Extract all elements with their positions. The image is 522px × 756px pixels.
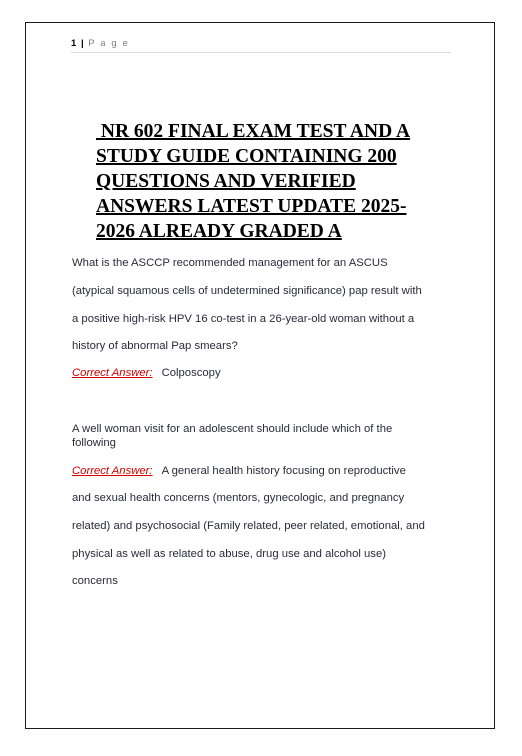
question-1-line: (atypical squamous cells of undetermined significance) pap result with bbox=[72, 285, 422, 297]
title-line: ANSWERS LATEST UPDATE 2025- bbox=[96, 196, 407, 217]
question-1-line: a positive high-risk HPV 16 co-test in a 26-year-old woman without a bbox=[72, 313, 415, 325]
page-separator: | bbox=[80, 38, 84, 49]
question-2-line: A well woman visit for an adolescent should include which of the bbox=[72, 423, 393, 435]
answer-2-line: concerns bbox=[72, 575, 118, 587]
answer-text: Colposcopy bbox=[161, 367, 221, 379]
question-2-line: following bbox=[72, 437, 116, 449]
answer-text: A general health history focusing on reproductive bbox=[161, 465, 406, 477]
answer-2-line: physical as well as related to abuse, drug use and alcohol use) bbox=[72, 548, 386, 560]
page-label: P a g e bbox=[88, 38, 130, 49]
title-line: 2026 ALREADY GRADED A bbox=[96, 221, 342, 242]
page-header bbox=[71, 38, 451, 53]
question-1-line: history of abnormal Pap smears? bbox=[72, 340, 238, 352]
title-line: QUESTIONS AND VERIFIED bbox=[96, 171, 356, 192]
answer-2-line: and sexual health concerns (mentors, gynecologic, and pregnancy bbox=[72, 492, 405, 504]
answer-2-line: related) and psychosocial (Family related, peer related, emotional, and bbox=[72, 520, 425, 532]
correct-answer-label: Correct Answer: bbox=[72, 465, 153, 477]
document-title bbox=[96, 119, 436, 244]
question-1-line: What is the ASCCP recommended management for an ASCUS bbox=[72, 257, 388, 269]
answer-1 bbox=[72, 367, 221, 379]
correct-answer-label: Correct Answer: bbox=[72, 367, 153, 379]
title-line: NR 602 FINAL EXAM TEST AND A bbox=[96, 121, 411, 142]
page-number: 1 bbox=[71, 38, 77, 49]
answer-2 bbox=[72, 465, 406, 477]
title-line: STUDY GUIDE CONTAINING 200 bbox=[96, 146, 397, 167]
